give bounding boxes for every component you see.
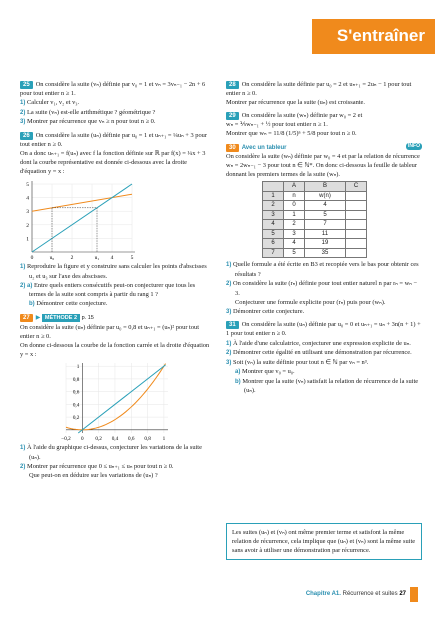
question-1: Reproduire la figure et y construire sans calculer les points d'abscisses u₂ et u₃ sur l'axe des abscisses. [27,263,207,280]
question-3a: Montrer que v₀ = u₀. [242,368,295,376]
question-2b: Démontrer cette conjecture. [36,300,108,308]
question-1: Quelle formule a été écrite en B3 et recopiée vers le bas pour obtenir ces résultats ? [233,261,419,278]
exercise-number: 30 [226,144,239,152]
exercise-intro-2: On a donc uₙ₊₁ = f(uₙ) avec f la fonction définie sur ℝ par f(x) = ¼x + 3 dont la courbe représentative est donnée ci-dessous avec la droite d'équation y = x : [20,149,206,176]
table-header-cell [263,182,284,192]
table-row [263,201,367,211]
page-reference[interactable]: p. 15 [81,314,94,321]
row-index: 6 [263,239,284,249]
question-2: La suite (vₙ) est-elle arithmétique ? géométrique ? [27,108,156,116]
table-cell: w(n) [305,191,346,201]
line-y-equals-x [78,365,165,433]
question-3b: Montrer que la suite (vₙ) satisfait la relation de récurrence de la suite (uₙ). [242,377,419,395]
exercise-question: Montrer que wₙ = 11/8 (1/5)ⁿ + 5/8 pour tout n ≥ 0. [226,130,357,138]
exercise-number: 26 [20,132,33,140]
row-index: 3 [263,210,284,220]
exercise-title: Avec un tableur [241,144,287,151]
table-cell: n [284,191,305,201]
question-1: Calculer v₁, v₂ et v₃. [27,99,80,107]
exercise-25: 25 On considère la suite (vₙ) définie par v₀ = 1 et vₙ = 3vₙ₋₁ − 2n + 6 pour tout entier n ≥ 1. 1) Calculer v₁, v₂ et v₃. 2) La suite (vₙ) est-elle arithmétique ? géométrique ? 3) Montrer par récurrence que vₙ ≥ n pour tout n ≥ 0. [20,81,206,126]
y-tick-label: 0,6 [72,389,80,396]
exercise-28 [226,80,422,107]
exercise-question: Montrer par récurrence que la suite (uₙ) est croissante. [226,99,365,107]
exercise-intro: On considère la suite (uₙ) définie par u₀ = 0,8 et uₙ₊₁ = (uₙ)² pour tout entier n ≥ 0. [20,323,199,340]
x-tick-label: 0,2 [95,436,102,443]
left-column [20,80,210,484]
exercise-intro: On considère la suite (uₙ) définie par u₀ = 1 et uₙ₊₁ = ¼uₙ + 3 pour tout entier n ≥ 0. [20,131,207,148]
row-index: 4 [263,220,284,230]
x-tick-label: 0,6 [128,436,135,443]
line-y-equals-x [32,184,132,252]
page-header [0,0,435,90]
table-cell: 4 [305,201,346,211]
question-1: À l'aide du graphique ci-dessus, conjecturer les variations de la suite (uₙ). [27,444,202,461]
table-cell: 5 [305,210,346,220]
y-tick-label: 1 [26,236,29,243]
cobweb-chart-1 [20,176,140,262]
exercise-number: 27 [20,314,33,322]
table-row [263,248,367,258]
spreadsheet-table [262,181,367,258]
question-2: On considère la suite (rₙ) définie pour tout entier naturel n par rₙ = wₙ − 3. [233,280,417,297]
x-tick-label: 4 [110,255,114,262]
table-row [263,229,367,239]
x-tick-label: 0,4 [111,436,119,443]
question-2: Montrer par récurrence que 0 ≤ uₙ₊₁ ≤ uₙ pour tout n ≥ 0. [27,462,174,470]
recurrence-formula: wₙ = ⅕wₙ₋₁ + ½ pour tout entier n ≥ 1. [226,121,328,129]
table-cell: 0 [284,201,305,211]
cobweb-chart-2 [20,359,170,443]
x-tick-label: u₀ [49,255,55,262]
table-cell [346,220,367,230]
question-2: Démontrer cette égalité en utilisant une démonstration par récurrence. [233,349,412,357]
question-2b: Conjecturer une formule explicite pour (rₙ) puis pour (wₙ). [235,298,386,306]
table-cell: 11 [305,229,346,239]
question-3: Soit (vₙ) la suite définie pour tout n ∈ ℕ par vₙ = n³. [233,358,369,366]
x-tick-label: u₁ [94,255,100,262]
table-cell: 19 [305,239,346,249]
y-tick-label: 0,8 [72,377,80,384]
right-column [226,80,422,399]
exercise-intro-2: On donne ci-dessous la courbe de la fonction carrée et la droite d'équation y = x : [20,341,210,359]
y-tick-label: 0,2 [72,415,80,422]
exercise-number: 25 [20,81,33,89]
methode-badge[interactable]: MÉTHODE 2 [42,314,80,322]
question-3: Montrer par récurrence que vₙ ≥ n pour tout n ≥ 0. [27,118,156,126]
exercise-intro: On considère la suite (wₙ) définie par w₀ = 4 et par la relation de récurrence wₙ = 2wₙ₋₁ − 3 pour tout n ∈ ℕ*. On donc ci-dessous la feuille de tableur donnant les premiers termes de la suite (wₙ). [226,153,420,179]
exercise-number: 31 [226,321,239,329]
table-header-cell: C [346,182,367,192]
row-index: 2 [263,201,284,211]
table-cell: 5 [284,248,305,258]
question-3: Démontrer cette conjecture. [233,307,305,315]
page-title: S'entraîner [336,26,425,45]
table-cell [346,229,367,239]
exercise-29 [226,111,422,138]
exercise-number: 29 [226,112,239,120]
row-index: 1 [263,191,284,201]
page-footer [0,587,435,603]
table-cell [346,248,367,258]
table-cell: 2 [284,220,305,230]
exercise-intro: On considère la suite (wₙ) définie par w₀ = 2 et [241,112,363,120]
exercise-number: 28 [226,81,239,89]
table-cell [346,239,367,249]
x-tick-label: 0 [30,255,34,262]
table-row [263,220,367,230]
question-1: À l'aide d'une calculatrice, conjecturer une expression explicite de uₙ. [233,339,411,347]
footer-chapter: Chapitre A1. [305,591,341,597]
x-tick-label: 5 [130,255,134,262]
remark-box: Les suites (uₙ) et (vₙ) ont même premier terme et satisfont la même relation de récurrence, cela implique que (uₙ) et (vₙ) sont la même suite sans avoir à utiliser une démonstration par récurrence. [226,523,422,560]
table-cell: 35 [305,248,346,258]
table-cell: 1 [284,210,305,220]
table-cell [346,191,367,201]
footer-bar [410,587,418,602]
y-tick-label: 0,4 [72,402,80,409]
y-tick-label: 1 [76,364,80,371]
curve-square [66,364,166,430]
exercise-31: 31 On considère la suite (uₙ) définie par u₀ = 0 et uₙ₊₁ = uₙ + 3n(n + 1) + 1 pour tout entier n ≥ 0. 1) À l'aide d'une calculatrice, conjecturer une expression explicite de uₙ. 2) Démontrer cette égalité en utilisant une démonstration par récurrence. 3) Soit (vₙ) la suite définie pour tout n ∈ ℕ par vₙ = n³. a) Montrer que v₀ = u₀. b) Montrer que la suite (vₙ) satisfait la relation de récurrence de la suite (uₙ). [226,321,421,395]
y-tick-label: 3 [26,209,29,216]
info-badge[interactable]: INFO [408,142,420,149]
exercise-intro: On considère la suite définie par u₀ = 2 et uₙ₊₁ = 2uₙ − 1 pour tout entier n ≥ 0. [226,81,412,98]
x-tick-label: −0,2 [61,436,71,443]
arrow-icon: ▶ [35,313,41,321]
table-cell [346,210,367,220]
exercise-intro: On considère la suite (vₙ) définie par v₀ = 1 et vₙ = 3vₙ₋₁ − 2n + 6 pour tout entier n ≥ 1. [20,81,206,98]
question-2b: Que peut-on en déduire sur les variations de (uₙ) ? [29,472,158,480]
exercise-26: 26 On considère la suite (uₙ) définie par u₀ = 1 et uₙ₊₁ = ¼uₙ + 3 pour tout entier n ≥ 0. On a donc uₙ₊₁ = f(uₙ) avec f la fonction définie sur ℝ par f(x) = ¼x + 3 dont la courbe représentative est donnée ci-dessous avec la droite d'équation y = x : 0 u₀ 2 u₁ 4 5 1 2 3 4 5 1) Reproduire la figure et y construire sans calculer les points d'abscisses u₂ et u₃ sur l'axe des abscisses. 2) a) Entre quels entiers consécutifs peut-on conjecturer que tous les termes de la suite sont compris à partir du rang 1 ? b) Démontrer cette conjecture. [20,131,210,309]
x-tick-label: 0 [81,436,84,443]
table-cell [346,201,367,211]
table-cell: 4 [284,239,305,249]
table-row [263,210,367,220]
footer-title: Récurrence et suites [342,591,398,597]
row-index: 7 [263,248,284,258]
exercise-30: 30 Avec un tableur INFO On considère la suite (wₙ) définie par w₀ = 4 et par la relation de récurrence wₙ = 2wₙ₋₁ − 3 pour tout n ∈ ℕ*. On donc ci-dessous la feuille de tableur donnant les premiers termes de la suite (wₙ). A B C 1 n w(n) 2 0 4 3 1 5 4 2 7 5 3 11 6 4 19 7 5 35 1) Quelle formule a été écrite en B3 et recopiée vers le bas pour obtenir ces résultats ? 2) On considère la suite (rₙ) définie pour tout entier naturel n par rₙ = wₙ − 3. Conjecturer une formule explicite pour (rₙ) puis pour (wₙ). 3) Démontrer cette conjecture. [226,142,420,315]
table-cell: 7 [305,220,346,230]
x-tick-label: 1 [162,436,166,443]
question-2a: Entre quels entiers consécutifs peut-on conjecturer que tous les termes de la suite sont compris à partir du rang 1 ? [29,281,196,299]
curve-f [32,194,132,211]
x-tick-label: 2 [70,255,74,262]
exercise-27: 27 ▶ MÉTHODE 2 p. 15 On considère la suite (uₙ) définie par u₀ = 0,8 et uₙ₊₁ = (uₙ)² pour tout entier n ≥ 0. On donne ci-dessous la courbe de la fonction carrée et la droite d'équation y = x : −0,2 0 0,2 0,4 0,6 0,8 1 0,2 0,4 0,6 0,8 1 1) À l'aide du graphique ci-dessus, conjecturer les variations de la suite (uₙ). 2) Montrer par récurrence que 0 ≤ uₙ₊₁ ≤ uₙ pour tout n ≥ 0. Que peut-on en déduire sur les variations de (uₙ) ? [20,313,210,480]
row-index: 5 [263,229,284,239]
table-header-row [263,182,367,192]
page-number: 27 [399,591,406,597]
x-tick-label: 0,8 [144,436,151,443]
table-row [263,239,367,249]
table-row [263,191,367,201]
table-header-cell: A [284,182,305,192]
exercise-intro: On considère la suite (uₙ) définie par u₀ = 0 et uₙ₊₁ = uₙ + 3n(n + 1) + 1 pour tout entier n ≥ 0. [226,321,421,338]
y-tick-label: 2 [26,223,29,230]
y-tick-label: 5 [26,182,29,189]
table-header-cell: B [305,182,346,192]
y-tick-label: 4 [26,195,29,202]
table-cell: 3 [284,229,305,239]
